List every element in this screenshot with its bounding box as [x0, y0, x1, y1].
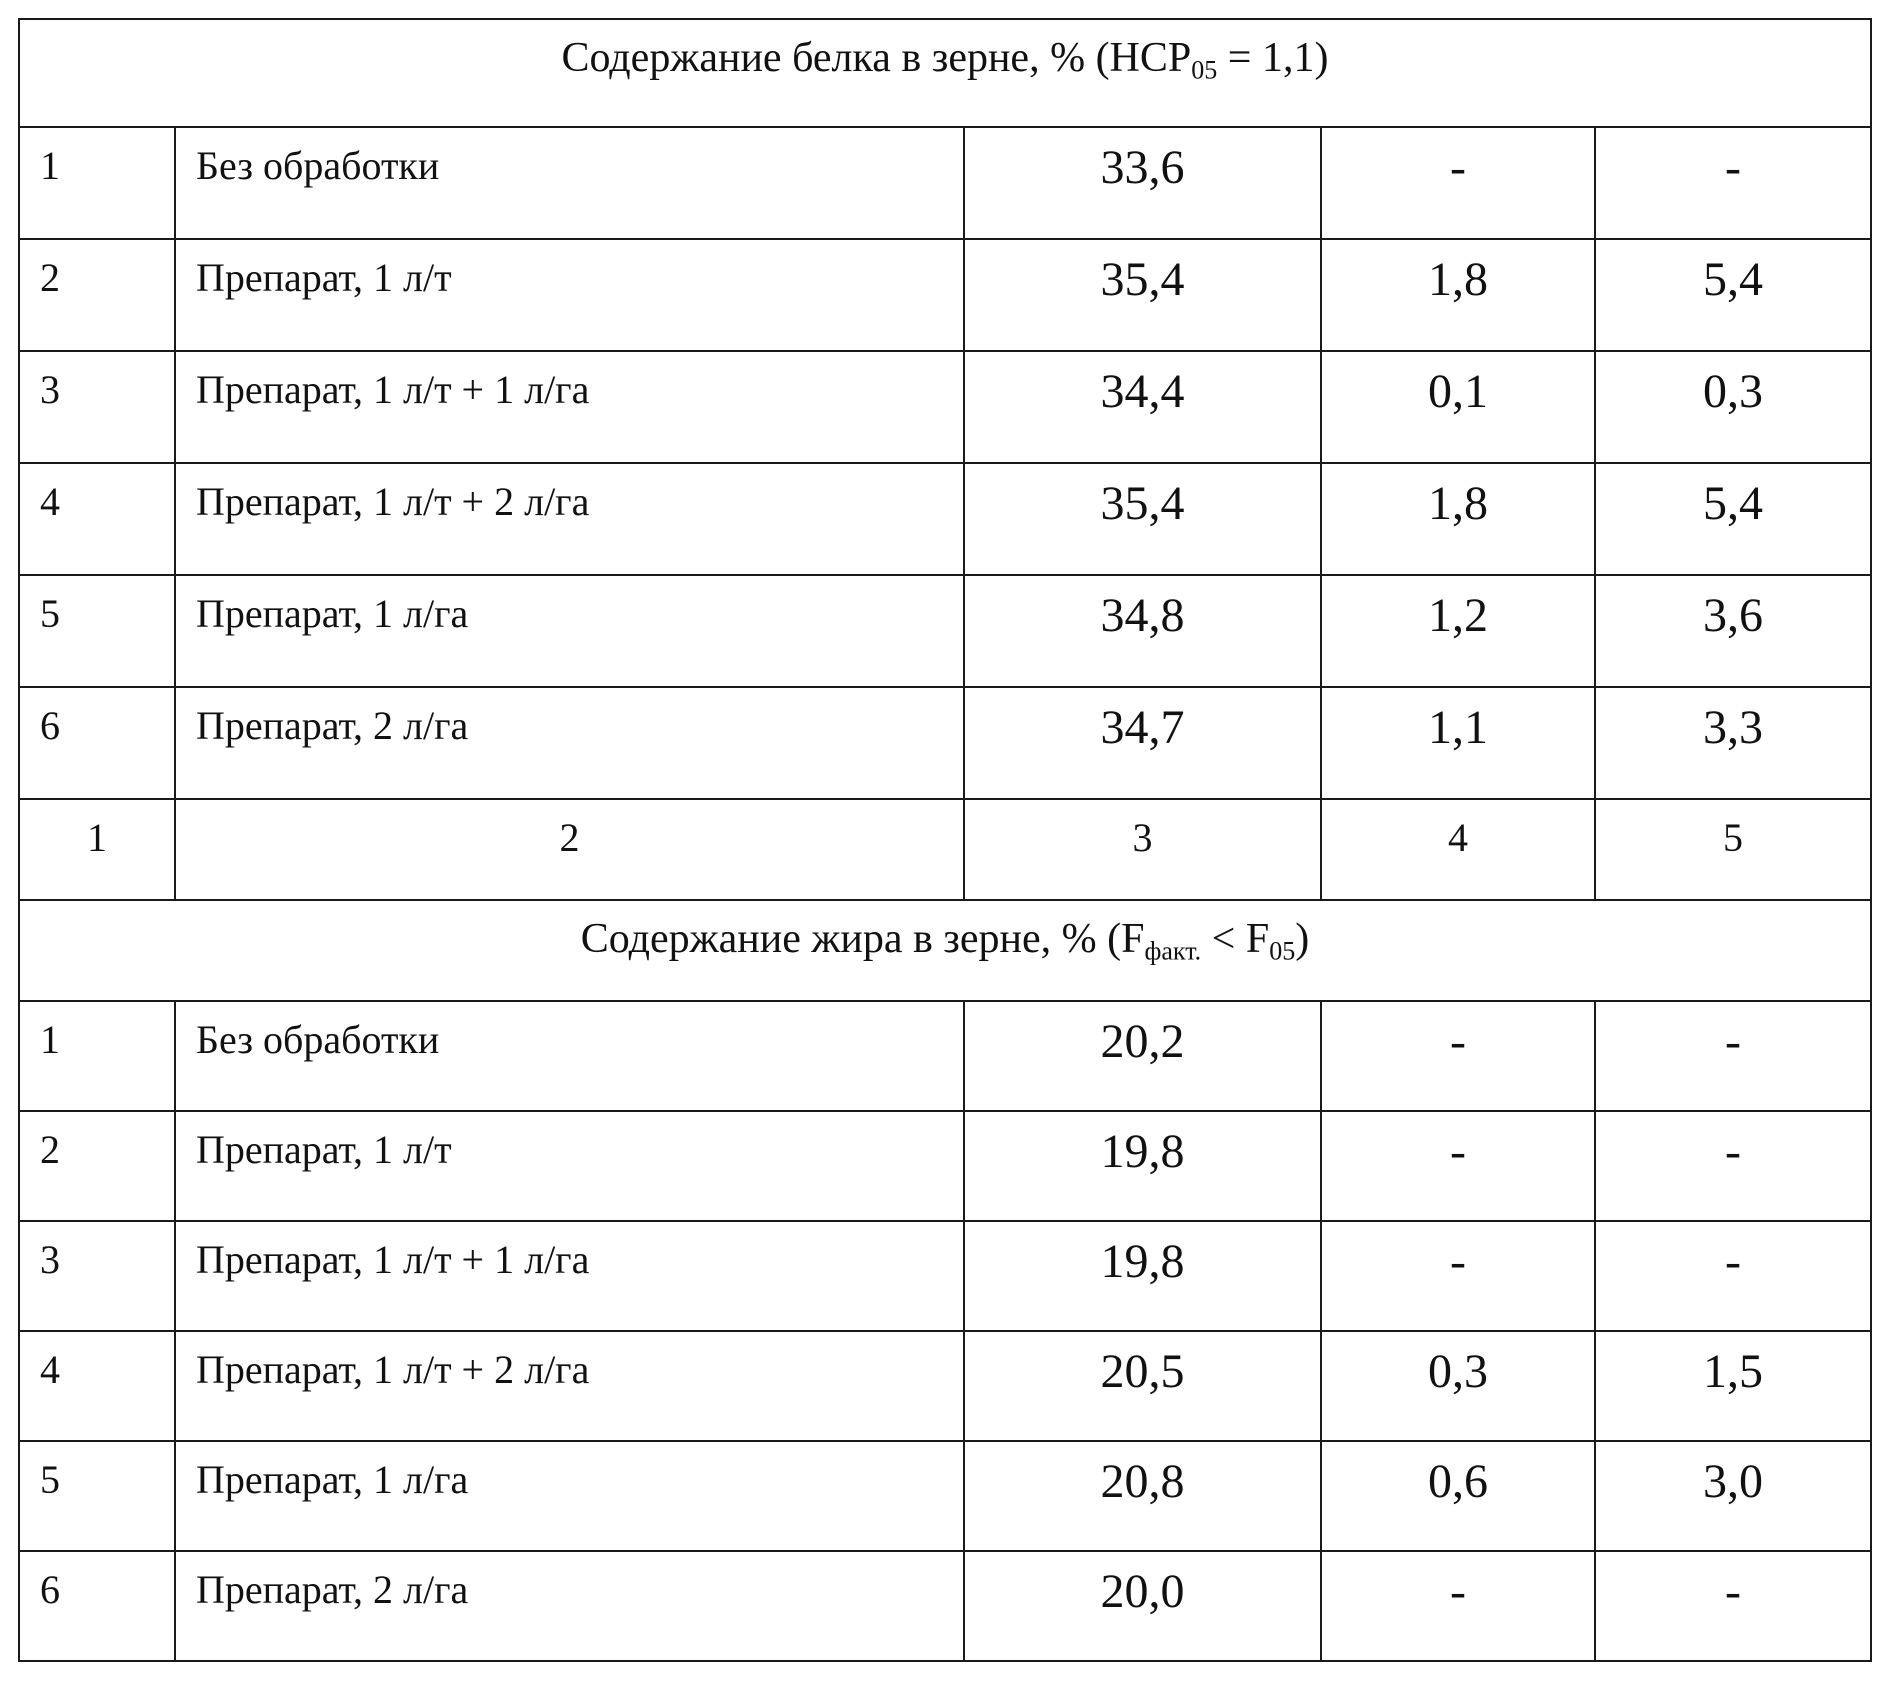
- row-number: 2: [19, 239, 175, 351]
- row-number: 1: [19, 1001, 175, 1111]
- value-cell: 20,5: [964, 1331, 1321, 1441]
- value-cell: 20,0: [964, 1551, 1321, 1661]
- diff-pct-cell: 5,4: [1595, 239, 1871, 351]
- treatment-cell: Без обработки: [175, 1001, 964, 1111]
- table-row: [19, 1221, 1871, 1331]
- diff-abs-cell: 0,1: [1321, 351, 1595, 463]
- protein-section-title: [19, 19, 1871, 127]
- table-row: [19, 1551, 1871, 1661]
- row-number: 4: [19, 463, 175, 575]
- value-cell: 20,2: [964, 1001, 1321, 1111]
- treatment-cell: Препарат, 1 л/т + 1 л/га: [175, 1221, 964, 1331]
- row-number: 5: [19, 1441, 175, 1551]
- diff-pct-cell: 3,0: [1595, 1441, 1871, 1551]
- protein-title-text: Содержание белка в зерне, % (НСР: [561, 35, 1192, 81]
- column-number: 1: [19, 799, 175, 900]
- diff-abs-cell: -: [1321, 127, 1595, 239]
- table-row: [19, 127, 1871, 239]
- treatment-cell: Препарат, 2 л/га: [175, 687, 964, 799]
- row-number: 3: [19, 1221, 175, 1331]
- table-row: [19, 351, 1871, 463]
- value-cell: 34,8: [964, 575, 1321, 687]
- treatment-cell: Препарат, 1 л/га: [175, 575, 964, 687]
- diff-pct-cell: 3,6: [1595, 575, 1871, 687]
- fat-title-mid: < F: [1201, 916, 1270, 962]
- treatment-cell: Препарат, 1 л/т + 1 л/га: [175, 351, 964, 463]
- diff-pct-cell: -: [1595, 127, 1871, 239]
- fat-section-title: [19, 900, 1871, 1001]
- row-number: 2: [19, 1111, 175, 1221]
- diff-pct-cell: 1,5: [1595, 1331, 1871, 1441]
- fat-title-subscript-fact: факт.: [1144, 936, 1202, 966]
- fat-title-tail: ): [1295, 916, 1310, 962]
- table-row: [19, 1001, 1871, 1111]
- fat-section-header-row: [19, 900, 1871, 1001]
- diff-pct-cell: 3,3: [1595, 687, 1871, 799]
- row-number: 5: [19, 575, 175, 687]
- row-number: 4: [19, 1331, 175, 1441]
- diff-abs-cell: -: [1321, 1221, 1595, 1331]
- value-cell: 35,4: [964, 463, 1321, 575]
- value-cell: 34,7: [964, 687, 1321, 799]
- diff-abs-cell: 1,1: [1321, 687, 1595, 799]
- diff-abs-cell: -: [1321, 1001, 1595, 1111]
- treatment-cell: Препарат, 1 л/т + 2 л/га: [175, 463, 964, 575]
- value-cell: 33,6: [964, 127, 1321, 239]
- protein-section-header-row: [19, 19, 1871, 127]
- column-number-row: [19, 799, 1871, 900]
- table-row: [19, 463, 1871, 575]
- diff-abs-cell: -: [1321, 1111, 1595, 1221]
- diff-pct-cell: -: [1595, 1221, 1871, 1331]
- diff-abs-cell: 0,6: [1321, 1441, 1595, 1551]
- table-row: [19, 1111, 1871, 1221]
- treatment-cell: Без обработки: [175, 127, 964, 239]
- diff-abs-cell: 0,3: [1321, 1331, 1595, 1441]
- treatment-cell: Препарат, 1 л/т: [175, 239, 964, 351]
- table-row: [19, 575, 1871, 687]
- diff-pct-cell: -: [1595, 1111, 1871, 1221]
- diff-abs-cell: -: [1321, 1551, 1595, 1661]
- value-cell: 20,8: [964, 1441, 1321, 1551]
- value-cell: 35,4: [964, 239, 1321, 351]
- protein-title-subscript: 05: [1191, 55, 1218, 85]
- treatment-cell: Препарат, 1 л/га: [175, 1441, 964, 1551]
- diff-pct-cell: -: [1595, 1001, 1871, 1111]
- table-row: [19, 1441, 1871, 1551]
- column-number: 3: [964, 799, 1321, 900]
- column-number: 5: [1595, 799, 1871, 900]
- results-table: [18, 18, 1872, 1662]
- treatment-cell: Препарат, 1 л/т + 2 л/га: [175, 1331, 964, 1441]
- column-number: 4: [1321, 799, 1595, 900]
- value-cell: 19,8: [964, 1221, 1321, 1331]
- diff-pct-cell: 5,4: [1595, 463, 1871, 575]
- protein-title-tail: = 1,1): [1217, 35, 1329, 81]
- treatment-cell: Препарат, 2 л/га: [175, 1551, 964, 1661]
- row-number: 6: [19, 1551, 175, 1661]
- value-cell: 19,8: [964, 1111, 1321, 1221]
- diff-abs-cell: 1,2: [1321, 575, 1595, 687]
- row-number: 6: [19, 687, 175, 799]
- column-number: 2: [175, 799, 964, 900]
- table-row: [19, 239, 1871, 351]
- diff-pct-cell: 0,3: [1595, 351, 1871, 463]
- table-row: [19, 687, 1871, 799]
- fat-title-subscript-05: 05: [1269, 936, 1296, 966]
- diff-abs-cell: 1,8: [1321, 463, 1595, 575]
- row-number: 3: [19, 351, 175, 463]
- value-cell: 34,4: [964, 351, 1321, 463]
- table-row: [19, 1331, 1871, 1441]
- row-number: 1: [19, 127, 175, 239]
- diff-abs-cell: 1,8: [1321, 239, 1595, 351]
- diff-pct-cell: -: [1595, 1551, 1871, 1661]
- treatment-cell: Препарат, 1 л/т: [175, 1111, 964, 1221]
- fat-title-text: Содержание жира в зерне, % (F: [580, 916, 1145, 962]
